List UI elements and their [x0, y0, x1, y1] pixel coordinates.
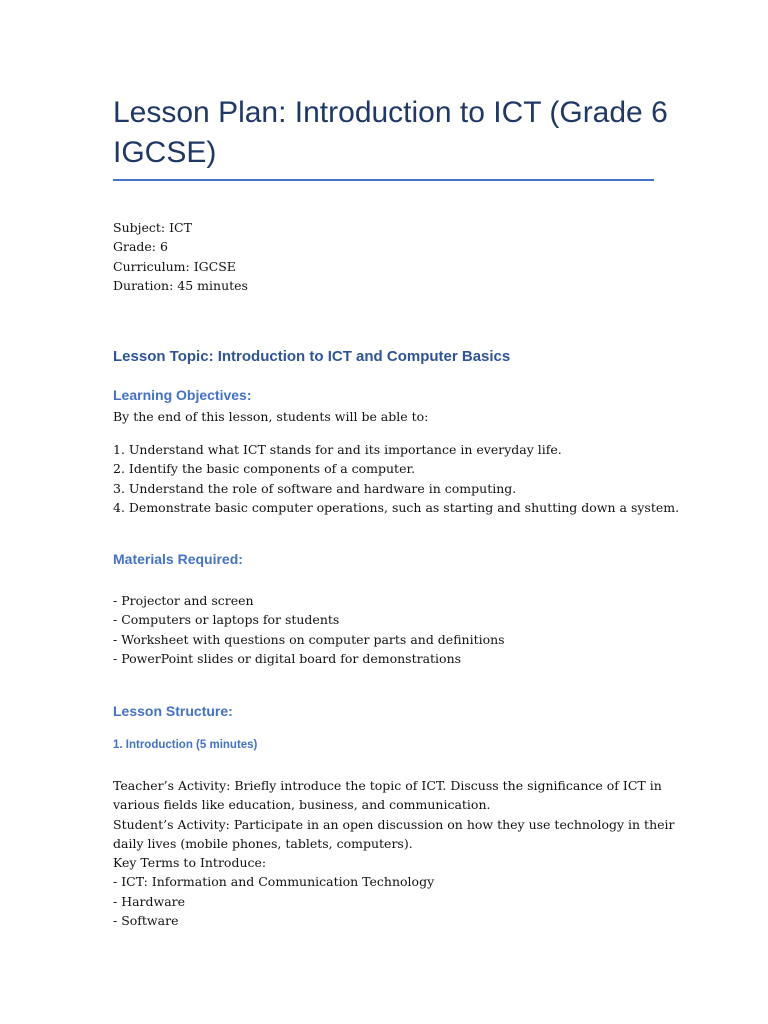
objectives-list [113, 440, 679, 517]
document-title: Lesson Plan: Introduction to ICT (Grade 6 IGCSE) [113, 96, 668, 169]
paragraph-line: Key Terms to Introduce: [113, 855, 267, 871]
info-grade: Grade: 6 [113, 239, 168, 255]
materials-list [113, 591, 505, 668]
key-term-item: - Hardware [113, 893, 186, 909]
objective-item: 2. Identify the basic components of a computer. [113, 461, 416, 477]
objective-item: 4. Demonstrate basic computer operations, such as starting and shutting down a system. [113, 499, 680, 515]
materials-heading: Materials Required: [113, 551, 243, 567]
lesson-info-list [113, 218, 248, 295]
paragraph-line: daily lives (mobile phones, tablets, computers). [113, 835, 413, 851]
material-item: - PowerPoint slides or digital board for demonstrations [113, 650, 462, 666]
introduction-subheading: 1. Introduction (5 minutes) [113, 739, 258, 751]
objectives-heading: Learning Objectives: [113, 387, 252, 403]
introduction-body [113, 776, 675, 930]
key-term-item: - Software [113, 913, 179, 929]
paragraph-line: Teacher’s Activity: Briefly introduce the topic of ICT. Discuss the significance of ICT in [113, 778, 662, 793]
material-item: - Worksheet with questions on computer parts and definitions [113, 631, 505, 647]
structure-heading: Lesson Structure: [113, 703, 233, 719]
key-term-item: - ICT: Information and Communication Technology [113, 874, 435, 890]
objectives-intro: By the end of this lesson, students will be able to: [113, 409, 429, 424]
topic-heading: Lesson Topic: Introduction to ICT and Computer Basics [113, 348, 511, 365]
material-item: - Computers or laptops for students [113, 612, 340, 628]
info-curriculum: Curriculum: IGCSE [113, 258, 236, 274]
paragraph-line: various fields like education, business, and communication. [113, 797, 491, 813]
objective-item: 1. Understand what ICT stands for and its importance in everyday life. [113, 442, 562, 457]
paragraph-line: Student’s Activity: Participate in an open discussion on how they use technology in their [113, 816, 675, 832]
info-subject: Subject: ICT [113, 220, 192, 235]
objective-item: 3. Understand the role of software and hardware in computing. [113, 480, 517, 496]
info-duration: Duration: 45 minutes [113, 277, 248, 293]
material-item: - Projector and screen [113, 593, 254, 608]
title-underline [113, 179, 654, 181]
